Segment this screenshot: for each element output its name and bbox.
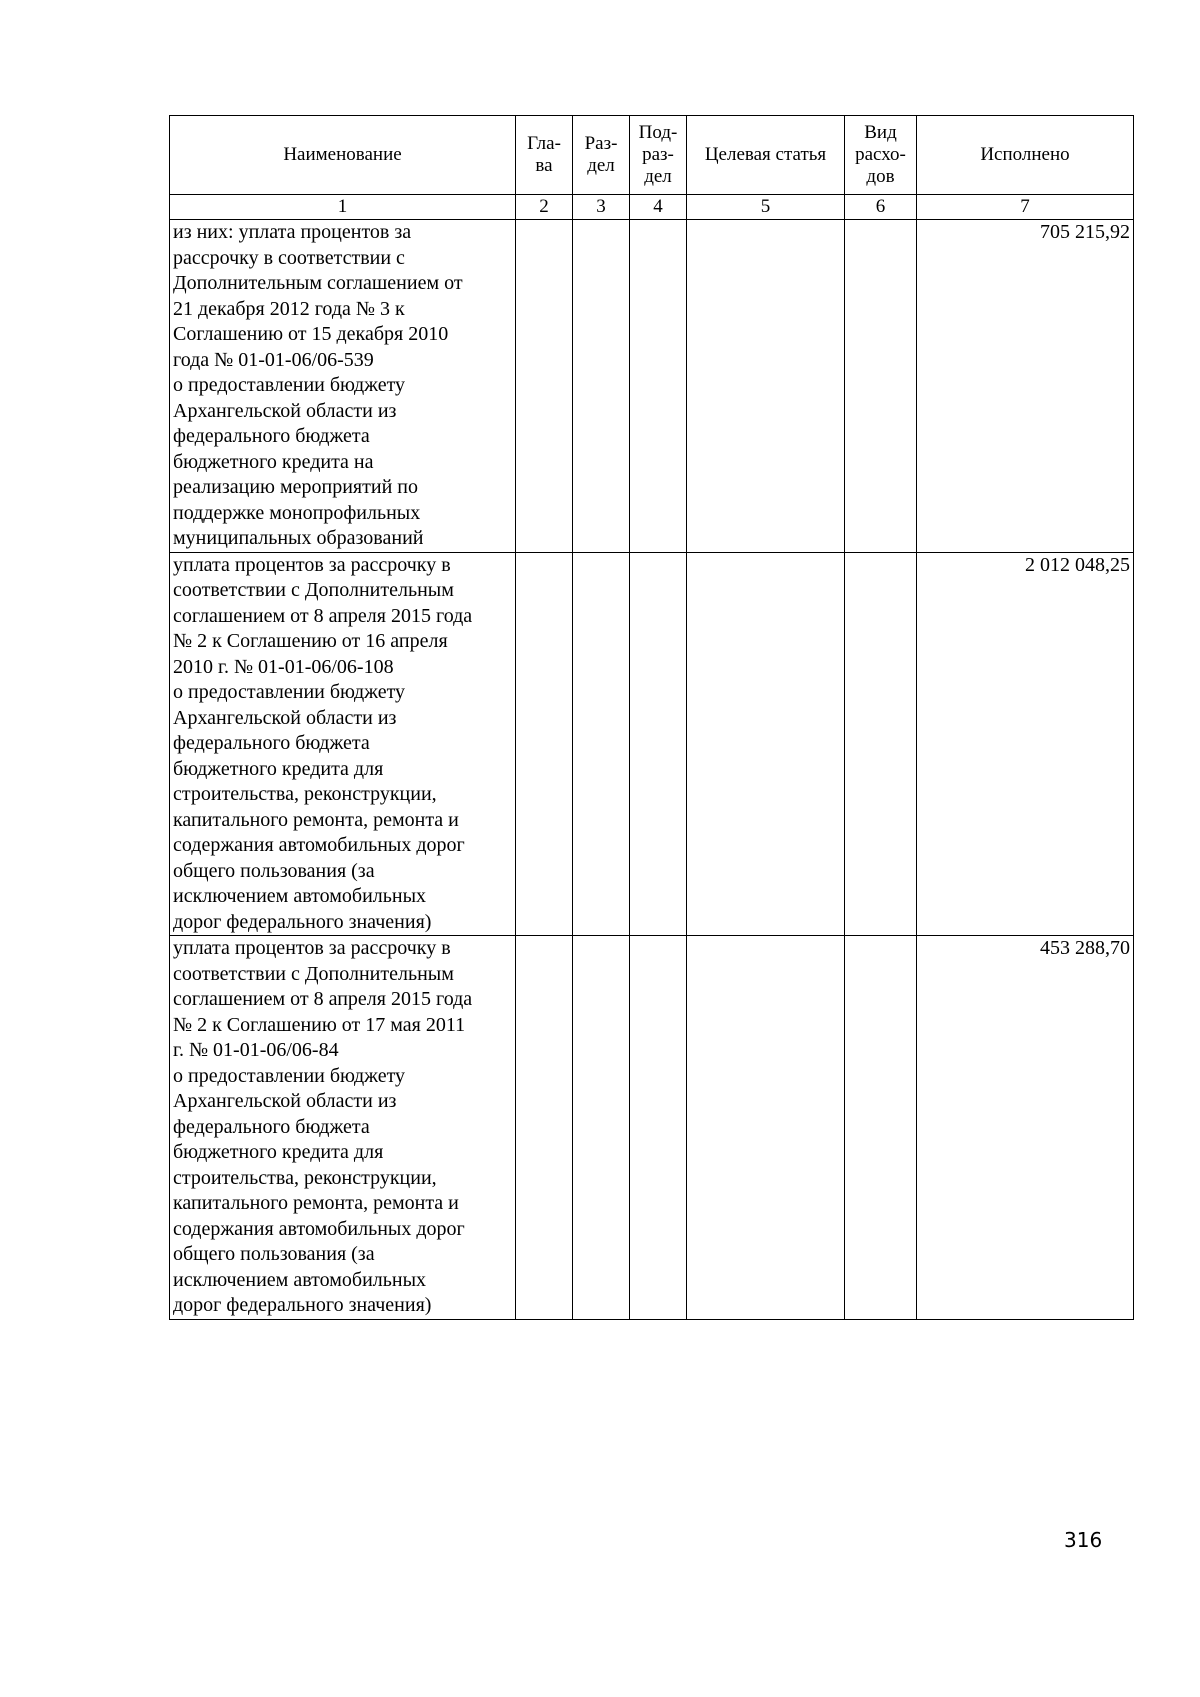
row-expense-type-cell (845, 552, 917, 936)
column-number: 7 (917, 195, 1134, 220)
header-chapter: Гла- ва (516, 116, 573, 195)
row-executed-cell: 2 012 048,25 (917, 552, 1134, 936)
budget-table (169, 115, 1134, 1320)
row-name-cell: из них: уплата процентов за рассрочку в соответствии с Дополнительным соглашением от 21 декабря 2012 года № 3 к Соглашению от 15 декабря 2010 года № 01-01-06/06-539 о предоставлении бюджету Архангельской области из федерального бюджета бюджетного кредита на реализацию мероприятий по поддержке монопрофильных муниципальных образований (170, 220, 516, 553)
row-section-cell (573, 936, 630, 1320)
column-number: 1 (170, 195, 516, 220)
row-executed-cell: 453 288,70 (917, 936, 1134, 1320)
header-target-item: Целевая статья (687, 116, 845, 195)
column-number: 5 (687, 195, 845, 220)
row-chapter-cell (516, 552, 573, 936)
row-chapter-cell (516, 936, 573, 1320)
row-subsection-cell (630, 552, 687, 936)
row-target-item-cell (687, 936, 845, 1320)
column-number: 6 (845, 195, 917, 220)
row-subsection-cell (630, 220, 687, 553)
row-chapter-cell (516, 220, 573, 553)
row-name-cell: уплата процентов за рассрочку в соответствии с Дополнительным соглашением от 8 апреля 2015 года № 2 к Соглашению от 16 апреля 2010 г. № 01-01-06/06-108 о предоставлении бюджету Архангельской области из федерального бюджета бюджетного кредита для строительства, реконструкции, капитального ремонта, ремонта и содержания автомобильных дорог общего пользования (за исключением автомобильных дорог федерального значения) (170, 552, 516, 936)
column-number: 2 (516, 195, 573, 220)
row-executed-cell: 705 215,92 (917, 220, 1134, 553)
header-section: Раз- дел (573, 116, 630, 195)
row-name-cell: уплата процентов за рассрочку в соответствии с Дополнительным соглашением от 8 апреля 2015 года № 2 к Соглашению от 17 мая 2011 г. № 01-01-06/06-84 о предоставлении бюджету Архангельской области из федерального бюджета бюджетного кредита для строительства, реконструкции, капитального ремонта, ремонта и содержания автомобильных дорог общего пользования (за исключением автомобильных дорог федерального значения) (170, 936, 516, 1320)
column-number: 4 (630, 195, 687, 220)
row-subsection-cell (630, 936, 687, 1320)
row-target-item-cell (687, 552, 845, 936)
column-number: 3 (573, 195, 630, 220)
row-expense-type-cell (845, 936, 917, 1320)
header-row (170, 116, 1134, 195)
row-section-cell (573, 552, 630, 936)
page-number: 316 (1064, 1528, 1103, 1552)
header-subsection: Под- раз- дел (630, 116, 687, 195)
row-expense-type-cell (845, 220, 917, 553)
table-row (170, 936, 1134, 1320)
header-expense-type: Вид расхо- дов (845, 116, 917, 195)
table-row (170, 220, 1134, 553)
column-number-row (170, 195, 1134, 220)
row-target-item-cell (687, 220, 845, 553)
table-row (170, 552, 1134, 936)
header-name: Наименование (170, 116, 516, 195)
header-executed: Исполнено (917, 116, 1134, 195)
row-section-cell (573, 220, 630, 553)
